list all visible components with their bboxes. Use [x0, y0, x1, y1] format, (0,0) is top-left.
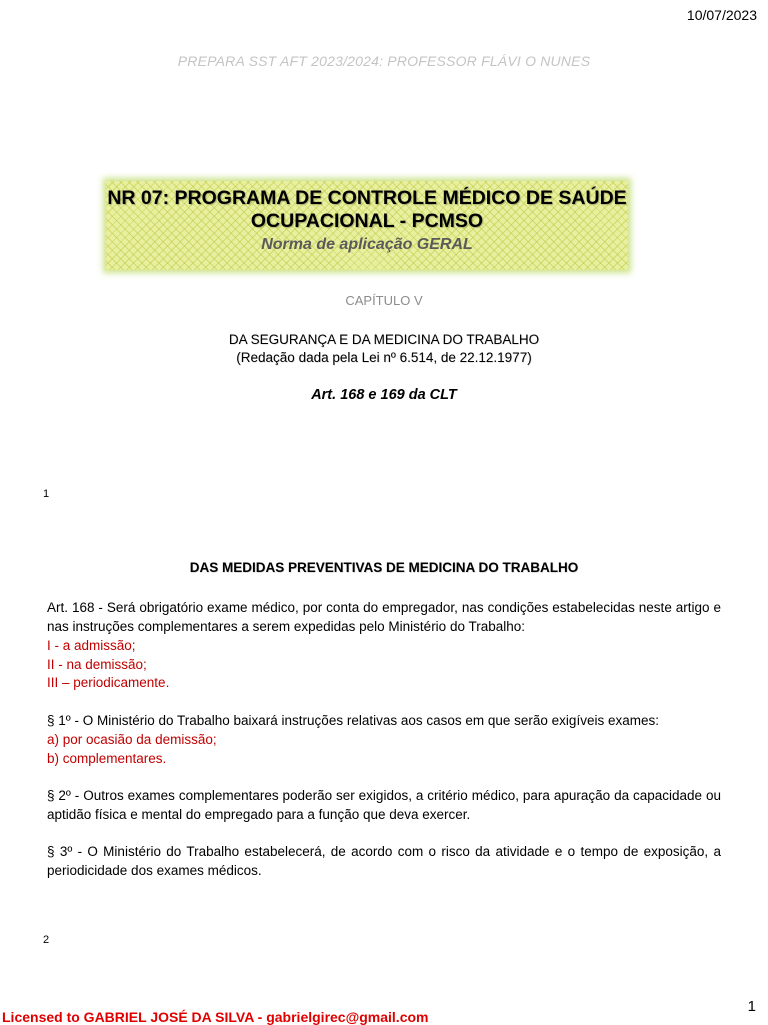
print-date: 10/07/2023: [686, 7, 757, 23]
art168-intro: Art. 168 - Será obrigatório exame médico, por conta do empregador, nas condições estabelecidas neste artigo e nas instruções complementares a serem expedidas pelo Ministério do Trabalho:: [47, 600, 721, 634]
paragraph-3: § 3º - O Ministério do Trabalho estabelecerá, de acordo com o risco da atividade e o tempo de exposição, a periodicidade dos exames médicos.: [47, 844, 721, 878]
section-heading-line-2: (Redação dada pela Lei nº 6.514, de 22.12.1977): [236, 350, 532, 365]
list-item: II - na demissão;: [47, 656, 147, 672]
title-box: [106, 181, 628, 270]
list-item: I - a admissão;: [47, 638, 136, 653]
license-notice: Licensed to GABRIEL JOSÉ DA SILVA - gabrielgirec@gmail.com: [2, 1009, 429, 1025]
slide-title-line-2: OCUPACIONAL - PCMSO: [250, 210, 484, 232]
section-heading-line-1: DA SEGURANÇA E DA MEDICINA DO TRABALHO: [228, 332, 540, 347]
paragraph-1-items: [47, 731, 721, 768]
slide-2-page-number: 2: [43, 934, 50, 946]
watermark-header: PREPARA SST AFT 2023/2024: PROFESSOR FLÁVI O NUNES: [177, 53, 591, 69]
slide-subtitle: Norma de aplicação GERAL: [261, 236, 473, 253]
paragraph-1-intro: § 1º - O Ministério do Trabalho baixará instruções relativas aos casos em que serão exigíveis exames:: [47, 713, 659, 728]
document-page-number: 1: [747, 998, 756, 1015]
art168-items: [47, 637, 721, 693]
paragraph-2: § 2º - Outros exames complementares poderão ser exigidos, a critério médico, para apuração da capacidade ou aptidão física e mental do empregado para a função que deva exercer.: [47, 788, 721, 822]
slide-1-page-number: 1: [43, 488, 50, 500]
slide-title-line-1: NR 07: PROGRAMA DE CONTROLE MÉDICO DE SAÚDE: [107, 187, 627, 209]
articles-reference: Art. 168 e 169 da CLT: [311, 387, 457, 403]
list-item: a) por ocasião da demissão;: [47, 732, 217, 747]
chapter-label: CAPÍTULO V: [345, 293, 423, 308]
list-item: b) complementares.: [47, 750, 167, 766]
section-heading: [0, 331, 768, 367]
list-item: III – periodicamente.: [47, 675, 170, 690]
slide-2-heading: DAS MEDIDAS PREVENTIVAS DE MEDICINA DO TRABALHO: [189, 560, 579, 575]
slide-title: [106, 187, 628, 233]
